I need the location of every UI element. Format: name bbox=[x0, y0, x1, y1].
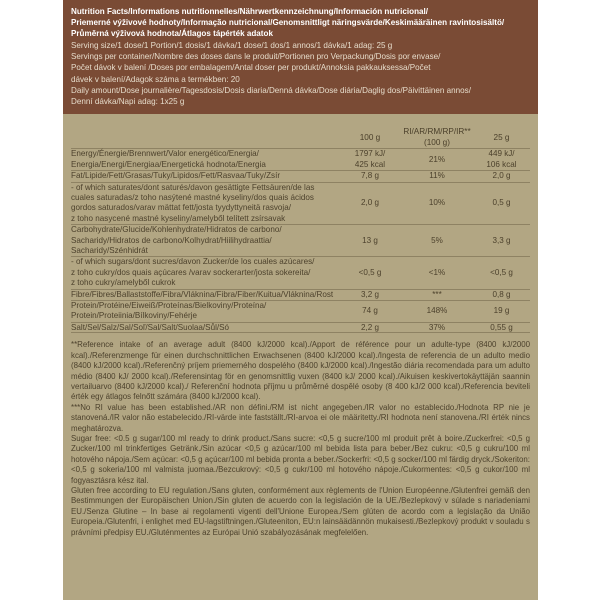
nutrition-title-line-2: Priemerné výživové hodnoty/Informação nutricional/Genomsnittligt näringsvärde/Keskimääräinen ravintosisältö/ bbox=[71, 18, 505, 28]
servings-per-container-line-2: Počet dávok v balení /Doses por embalagem/Antal doser per produkt/Annoksia pakkauksessa/Počet bbox=[71, 63, 431, 73]
footnote-reference-intake bbox=[63, 340, 538, 434]
ri-header-line-1: RI/AR/RM/RP/IR** bbox=[403, 127, 471, 137]
value-per-100g: 3,2 g bbox=[339, 289, 401, 300]
value-reference-intake: 5% bbox=[401, 225, 473, 257]
table-row bbox=[71, 289, 530, 300]
nutrient-label-line: Sacharidy/Szénhidrát bbox=[71, 246, 148, 256]
column-header-reference-intake bbox=[401, 127, 473, 149]
nutrient-label-line: Carbohydrate/Glucide/Kohlenhydrate/Hidratos de carbono/ bbox=[71, 225, 282, 235]
servings-per-container-line-1: Servings per container/Nombre des doses dans le produit/Portionen pro Verpackung/Dosis por envase/ bbox=[71, 51, 441, 61]
daily-amount-line-2: Denní dávka/Napi adag: 1x25 g bbox=[71, 97, 185, 107]
value-per-25g: 449 kJ/ 106 kcal bbox=[473, 149, 530, 171]
value-reference-intake: 11% bbox=[401, 171, 473, 182]
value-per-100g: 7,8 g bbox=[339, 171, 401, 182]
nutrient-label-line: Protein/Proteiinia/Bílkoviny/Fehérje bbox=[71, 311, 197, 321]
nutrient-label-line: Protein/Protéine/Eiweiß/Proteínas/Bielkoviny/Proteína/ bbox=[71, 301, 267, 311]
nutrition-title-line-3: Průměrná výživová hodnota/Átlagos tápérték adatok bbox=[71, 29, 273, 39]
nutrition-table-body bbox=[71, 149, 530, 333]
value-reference-intake: *** bbox=[401, 289, 473, 300]
daily-amount-line-1: Daily amount/Dose journalière/Tagesdosis/Dosis diaria/Denná dávka/Dose diária/Daglig dos/Päivittäinen annos/ bbox=[71, 85, 471, 95]
nutrient-label-line: Salt/Sel/Salz/Sal/Soľ/Sal/Salt/Suolaa/Sůl/Só bbox=[71, 322, 230, 332]
value-reference-intake: <1% bbox=[401, 257, 473, 289]
nutrient-label-line: Fibre/Fibres/Ballaststoffe/Fibra/Vláknina/Fibra/Fiber/Kuitua/Vláknina/Rost bbox=[71, 289, 334, 299]
table-row bbox=[71, 225, 530, 257]
column-header-per-25g: 25 g bbox=[493, 132, 510, 142]
nutrient-label bbox=[71, 257, 339, 289]
nutrient-label bbox=[71, 301, 339, 323]
value-per-25g: 0,8 g bbox=[473, 289, 530, 300]
nutrient-label bbox=[71, 182, 339, 225]
value-per-100g: 13 g bbox=[339, 225, 401, 257]
nutrient-label-line: cuales saturadas/z toho nasýtené mastné kyseliny/dos quais ácidos bbox=[71, 193, 314, 203]
column-header-label bbox=[71, 127, 339, 149]
table-row bbox=[71, 257, 530, 289]
nutrition-table bbox=[71, 127, 530, 333]
value-per-25g: 0,5 g bbox=[473, 182, 530, 225]
table-row bbox=[71, 322, 530, 333]
value-reference-intake: 10% bbox=[401, 182, 473, 225]
nutrient-label-line: z toho cukry/dos quais açúcares /varav sockerarter/josta sokereita/ bbox=[71, 267, 311, 277]
nutrition-title-line-1: Nutrition Facts/Informations nutritionnelles/Nährwertkennzeichnung/Información nutricional/ bbox=[71, 7, 429, 16]
nutrient-label-line: Sacharidy/Hidratos de carbono/Kolhydrat/Hiilihydraattia/ bbox=[71, 235, 272, 245]
footnote-gluten-free bbox=[63, 486, 538, 538]
nutrient-label bbox=[71, 225, 339, 257]
nutrient-label-line: - of which saturates/dont saturés/davon gesättigte Fettsäuren/de las bbox=[71, 182, 315, 192]
value-per-25g: 3,3 g bbox=[473, 225, 530, 257]
table-row bbox=[71, 301, 530, 323]
nutrient-label-line: Energy/Énergie/Brennwert/Valor energético/Energia/ bbox=[71, 149, 259, 159]
nutrition-table-wrap bbox=[63, 127, 538, 333]
value-per-100g: 2,0 g bbox=[339, 182, 401, 225]
table-row bbox=[71, 171, 530, 182]
table-header-row bbox=[71, 127, 530, 149]
value-reference-intake: 37% bbox=[401, 322, 473, 333]
value-per-100g: 74 g bbox=[339, 301, 401, 323]
nutrition-panel bbox=[63, 0, 538, 600]
footnote-reference-intake-text: **Reference intake of an average adult (8400 kJ/2000 kcal)./Apport de référence pour un adulte-type (8400 kJ/2000 kcal)./Referenzmenge für einen durchschnittlichen Erwachsenen (8400 kJ/2000 kcal)./Ingesta de referencia de un adulto medio (8400 kJ/2000 kcal)./Referenčný príjem priemerného dospelého (8400 kJ/2000 kcal)./Ingestão diária recomendada para um adulto médio (8400 kJ/ 2000 kcal)./Referensintag för en genomsnittlig vuxen (8400 kJ/ 2000 kcal)./Aikuisen keskivertokäyttäjän saannin vertailuarvo (8400 kJ/2000 kcal)./ Referenční hodnota příjmu u průměrné dospělé osoby (8 400 kJ/2 000 kcal)./Referencia beviteli érték egy átlagos felnőtt számára (8400 kJ/2000 kcal). bbox=[71, 340, 530, 402]
nutrient-label-line: Energia/Energi/Energiaa/Energetická hodnota/Energia bbox=[71, 159, 266, 169]
footnote-sugar-free bbox=[63, 434, 538, 486]
value-per-25g: 19 g bbox=[473, 301, 530, 323]
table-row bbox=[71, 149, 530, 171]
nutrition-table-head bbox=[71, 127, 530, 149]
servings-per-container-line-3: dávek v balení/Adagok száma a termékben: 20 bbox=[71, 74, 240, 84]
value-per-100g: <0,5 g bbox=[339, 257, 401, 289]
value-reference-intake: 21% bbox=[401, 149, 473, 171]
footnote-no-ri-value-text: ***No RI value has been established./AR non défini./RM ist nicht angegeben./IR valor no establecido./Hodnota RP nie je stanovená./IR valor não estabelecido./RI-värde inte fastställt./RI-arvoa ei ole määritetty./RI hodnota není stanovena./RI érték nincs meghatározva. bbox=[71, 402, 530, 433]
nutrient-label bbox=[71, 322, 339, 333]
nutrient-label bbox=[71, 171, 339, 182]
value-per-25g: 2,0 g bbox=[473, 171, 530, 182]
nutrient-label-line: z toho cukry/amelyből cukrok bbox=[71, 278, 176, 288]
nutrition-header-block bbox=[63, 0, 538, 114]
column-header-per-100g: 100 g bbox=[359, 132, 381, 142]
serving-size-line: Serving size/1 dose/1 Portion/1 dosis/1 dávka/1 dose/1 dos/1 annos/1 dávka/1 adag: 25 g bbox=[71, 40, 393, 50]
value-reference-intake: 148% bbox=[401, 301, 473, 323]
footnote-gluten-free-text: Gluten free according to EU regulation./Sans gluten, conformément aux règlements de l'Union Européenne./Glutenfrei gemäß den Bestimmungen der Europäischen Union./Sin gluten de acuerdo con la legislación de la UE./Bezlepkový v súlade s nariadeniami EU./Senza Glutine – In base ai regolamenti vigenti dell'Unione Europea./Sem glúten de acordo com a legislação da União Europeia./Glutenfri, i enlighet med EU-lagstiftningen./Gluteeniton, EU:n lainsäädännön mukaisesti./Bezlepkový produkt v souladu s právními předpisy EU./Gluténmentes az Európai Unió szabályozásának megfelelően. bbox=[71, 485, 530, 537]
value-per-100g: 1797 kJ/ 425 kcal bbox=[339, 149, 401, 171]
nutrient-label bbox=[71, 289, 339, 300]
footnote-sugar-free-text: Sugar free: <0.5 g sugar/100 ml ready to drink product./Sans sucre: <0,5 g sucre/100 ml produit prêt à boire./Zuckerfrei: <0,5 g Zucker/100 ml trinkfertiges Getränk./Sin azúcar <0,5 g azúcar/100 ml bebida lista para beber./Bez cukru: <0,5 g cukru/100 ml hotového nápoja./Sem açúcar: <0,5 g açúcar/100 ml bebida pronta a beber./Sockerfri: <0,5 g socker/100 ml färdig dryck./Sokeriton: <0,5 g sokeria/100 ml valmista juomaa./Bezcukrový: <0,5 g cukr/100 ml hotového nápoje./Cukormentes: <0,5 g cukor/100 ml fogyasztásra kész ital. bbox=[71, 433, 530, 485]
nutrient-label-line: z toho nasycené mastné kyseliny/amelyből telített zsírsavak bbox=[71, 213, 286, 223]
nutrient-label-line: - of which sugars/dont sucres/davon Zucker/de los cuales azúcares/ bbox=[71, 257, 315, 267]
nutrient-label-line: gordos saturados/varav mättat fett/josta tyydyttyneitä rasvoja/ bbox=[71, 203, 291, 213]
value-per-25g: <0,5 g bbox=[473, 257, 530, 289]
nutrient-label bbox=[71, 149, 339, 171]
table-row bbox=[71, 182, 530, 225]
value-per-100g: 2,2 g bbox=[339, 322, 401, 333]
nutrient-label-line: Fat/Lipide/Fett/Grasas/Tuky/Lipidos/Fett/Rasvaa/Tuky/Zsír bbox=[71, 171, 281, 181]
ri-header-line-2: (100 g) bbox=[424, 137, 450, 147]
value-per-25g: 0,55 g bbox=[473, 322, 530, 333]
